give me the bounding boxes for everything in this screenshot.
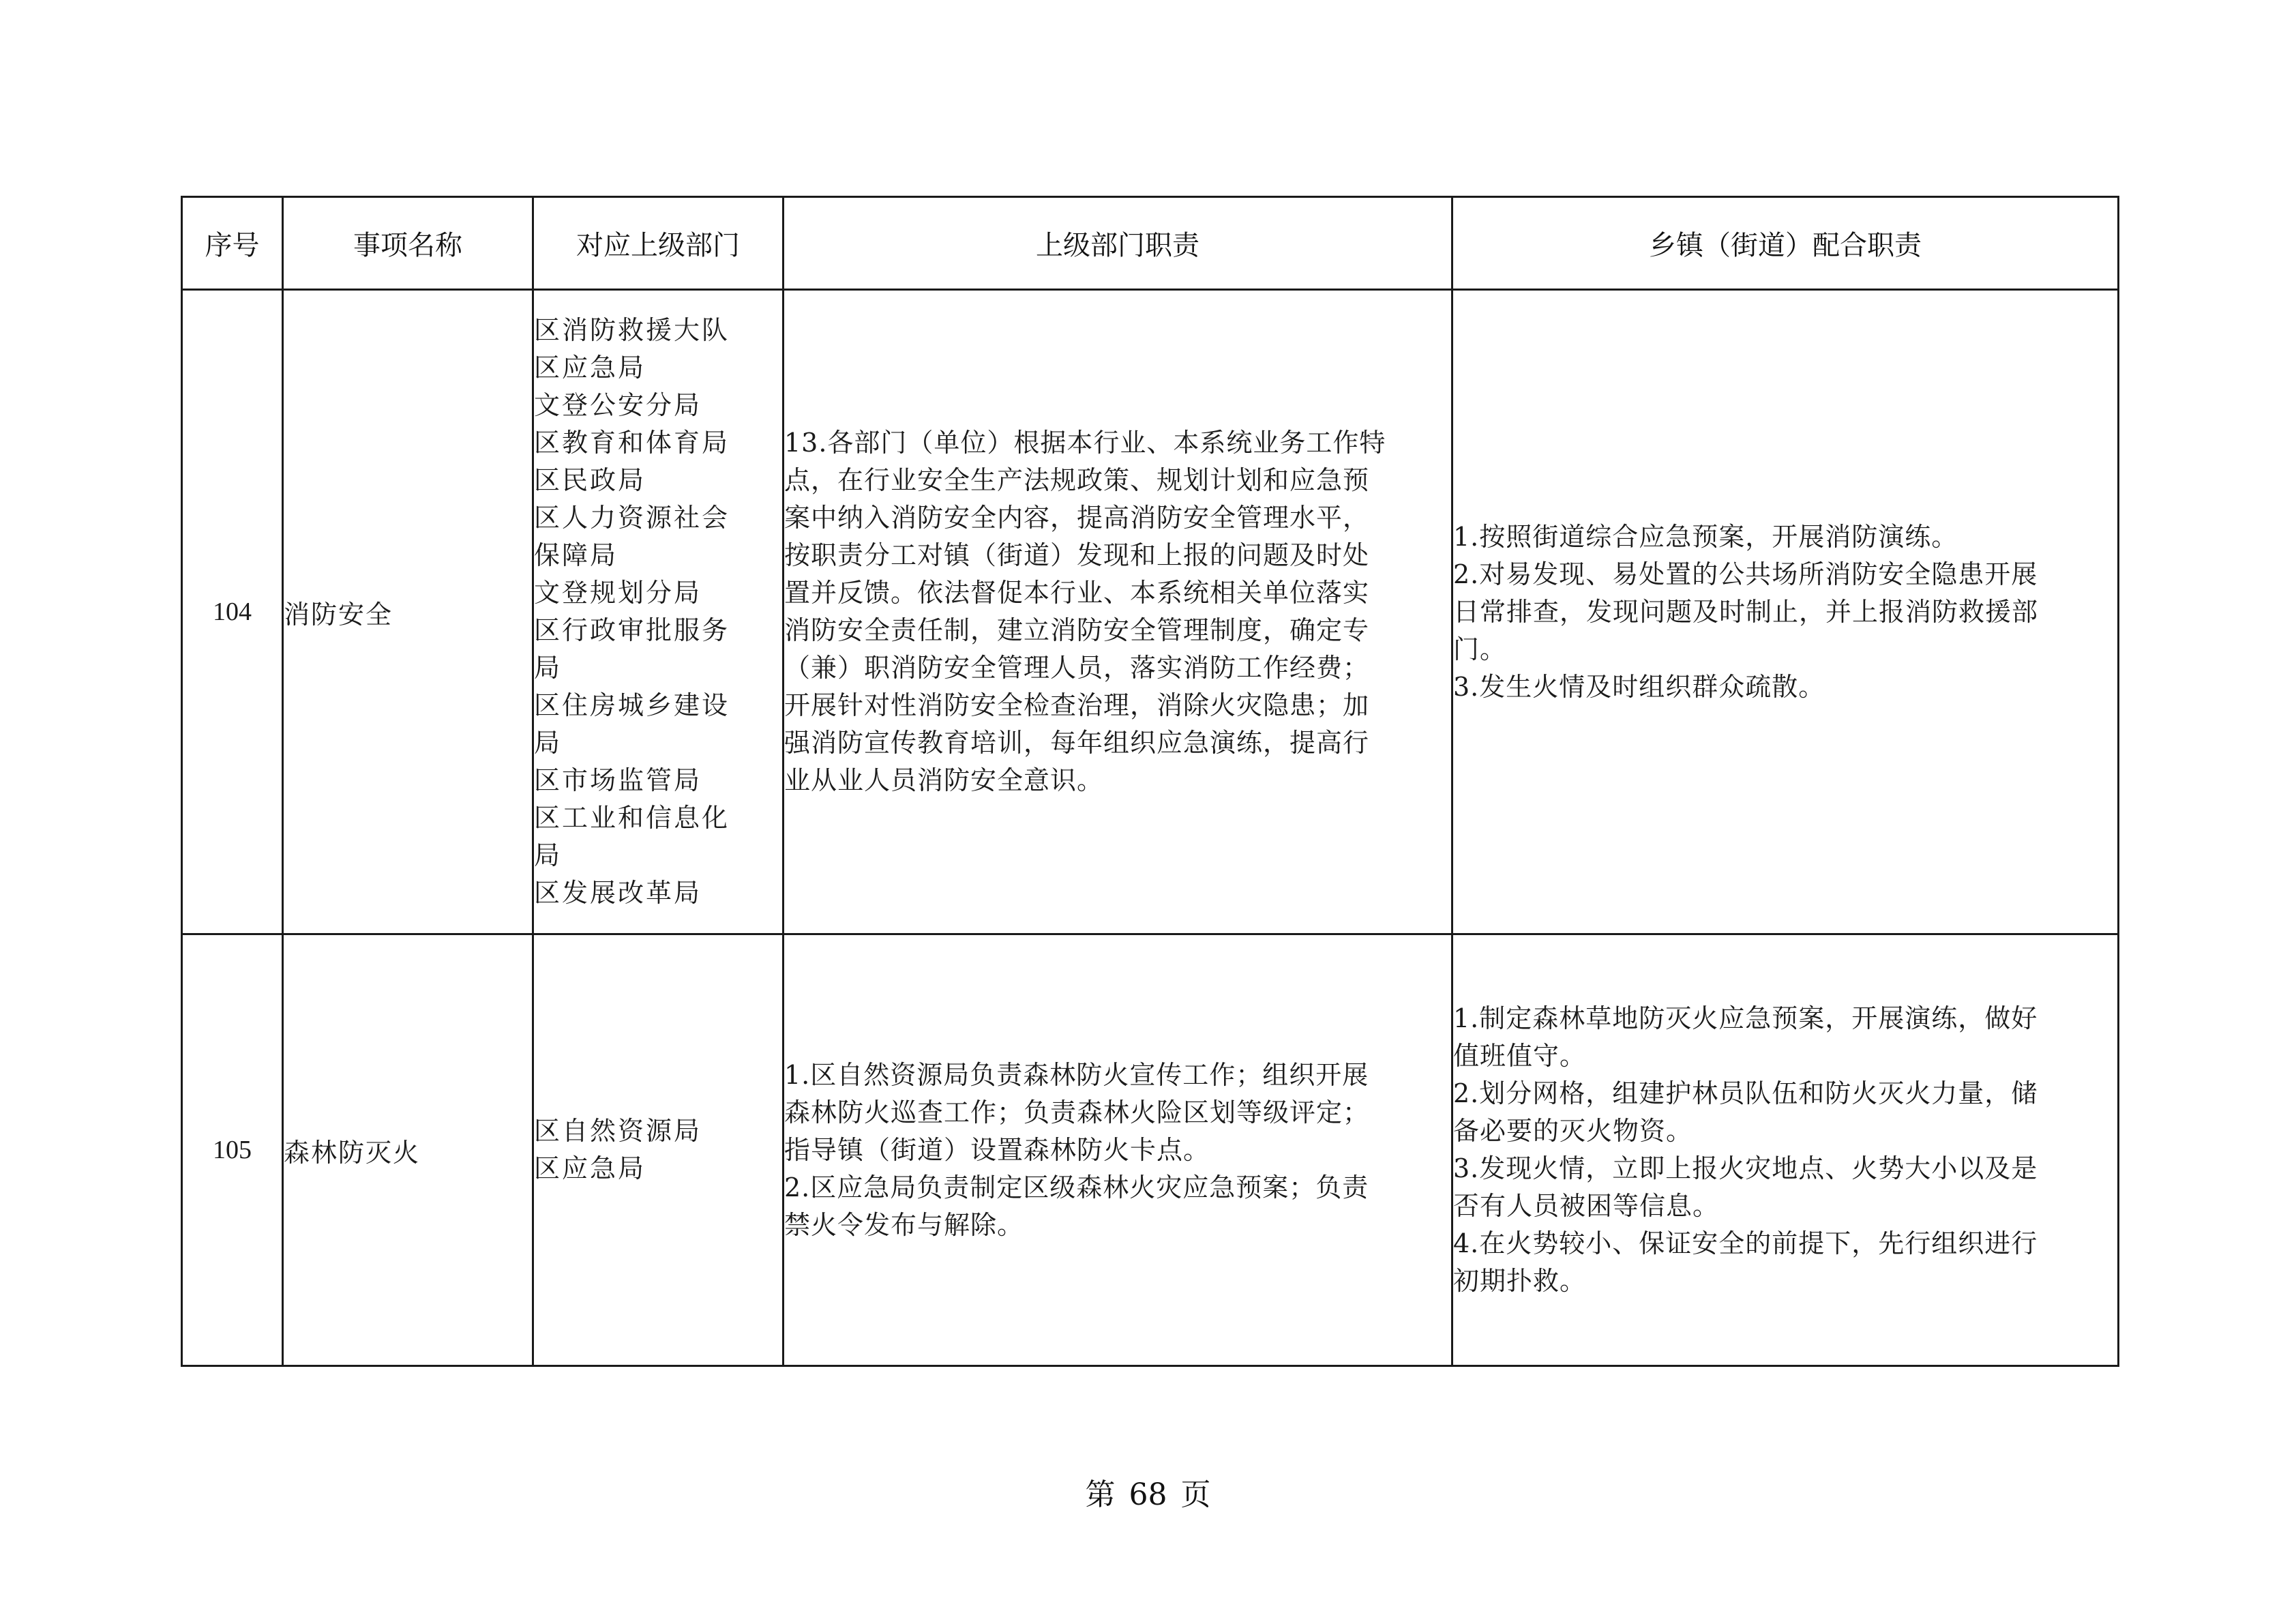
department-item: 局 bbox=[534, 840, 563, 870]
duty-line: 2.区应急局负责制定区级森林火灾应急预案；负责 bbox=[784, 1172, 1369, 1202]
page-number: 第 68 页 bbox=[1085, 1477, 1211, 1512]
department-item: 文登规划分局 bbox=[534, 578, 702, 608]
row-seq: 104 bbox=[182, 290, 283, 934]
duty-line: 值班值守。 bbox=[1453, 1041, 1587, 1071]
duty-line: 指导镇（街道）设置森林防火卡点。 bbox=[784, 1134, 1210, 1165]
department-item: 区自然资源局 bbox=[534, 1116, 702, 1146]
duty-line: 按职责分工对镇（街道）发现和上报的问题及时处 bbox=[784, 540, 1370, 570]
duty-line: 业从业人员消防安全意识。 bbox=[784, 765, 1104, 795]
row-item-name: 消防安全 bbox=[283, 290, 533, 934]
duty-line: 置并反馈。依法督促本行业、本系统相关单位落实 bbox=[784, 578, 1370, 608]
duty-line: 1.区自然资源局负责森林防火宣传工作；组织开展 bbox=[784, 1059, 1369, 1090]
duty-line: 消防安全责任制，建立消防安全管理制度，确定专 bbox=[784, 615, 1370, 645]
table-row bbox=[182, 934, 2119, 1366]
department-item: 区人力资源社会 bbox=[534, 503, 730, 533]
row-upper-duties bbox=[784, 290, 1452, 934]
department-item: 局 bbox=[534, 653, 563, 683]
duty-line: （兼）职消防安全管理人员，落实消防工作经费； bbox=[784, 653, 1370, 683]
duty-line: 3.发生火情及时组织群众疏散。 bbox=[1453, 671, 1825, 702]
department-item: 文登公安分局 bbox=[534, 390, 702, 420]
row-upper-duties bbox=[784, 934, 1452, 1366]
department-item: 区市场监管局 bbox=[534, 765, 702, 795]
duty-line: 2.划分网格，组建护林员队伍和防火灭火力量，储 bbox=[1453, 1078, 2038, 1108]
row-town-duties bbox=[1452, 290, 2119, 934]
row-departments bbox=[533, 934, 784, 1366]
duty-line: 1.制定森林草地防灭火应急预案，开展演练，做好 bbox=[1453, 1003, 2038, 1033]
duty-line: 日常排查，发现问题及时制止，并上报消防救援部 bbox=[1453, 596, 2039, 627]
row-departments bbox=[533, 290, 784, 934]
duty-table bbox=[181, 196, 2119, 1367]
duty-line: 初期扑救。 bbox=[1453, 1266, 1587, 1296]
duty-line: 备必要的灭火物资。 bbox=[1453, 1116, 1693, 1146]
department-item: 区行政审批服务 bbox=[534, 615, 730, 645]
department-item: 区消防救援大队 bbox=[534, 315, 730, 345]
department-item: 区应急局 bbox=[534, 353, 646, 383]
duty-line: 3.发现火情，立即上报火灾地点、火势大小以及是 bbox=[1453, 1153, 2038, 1183]
row-town-duties bbox=[1452, 934, 2119, 1366]
department-item: 保障局 bbox=[534, 540, 618, 570]
duty-line: 点，在行业安全生产法规政策、规划计划和应急预 bbox=[784, 465, 1370, 495]
duty-line: 13.各部门（单位）根据本行业、本系统业务工作特 bbox=[784, 428, 1386, 458]
department-item: 局 bbox=[534, 728, 563, 758]
duty-line: 禁火令发布与解除。 bbox=[784, 1209, 1024, 1240]
duty-line: 1.按照街道综合应急预案，开展消防演练。 bbox=[1453, 521, 1958, 552]
department-item: 区住房城乡建设 bbox=[534, 690, 730, 720]
duty-line: 案中纳入消防安全内容，提高消防安全管理水平， bbox=[784, 503, 1370, 533]
duty-line: 森林防火巡查工作；负责森林火险区划等级评定； bbox=[784, 1097, 1370, 1127]
duty-line: 开展针对性消防安全检查治理，消除火灾隐患；加 bbox=[784, 690, 1370, 720]
department-item: 区民政局 bbox=[534, 465, 646, 495]
header-row bbox=[182, 197, 2119, 290]
department-item: 区教育和体育局 bbox=[534, 428, 730, 458]
duty-line: 4.在火势较小、保证安全的前提下，先行组织进行 bbox=[1453, 1228, 2038, 1258]
department-item: 区工业和信息化 bbox=[534, 803, 730, 833]
header-seq: 序号 bbox=[182, 197, 283, 290]
row-seq: 105 bbox=[182, 934, 283, 1366]
header-upper-duties: 上级部门职责 bbox=[784, 197, 1452, 290]
header-town-duties: 乡镇（街道）配合职责 bbox=[1452, 197, 2119, 290]
header-upper-department: 对应上级部门 bbox=[533, 197, 784, 290]
department-item: 区应急局 bbox=[534, 1153, 646, 1183]
duty-line: 强消防宣传教育培训，每年组织应急演练，提高行 bbox=[784, 728, 1370, 758]
duty-line: 2.对易发现、易处置的公共场所消防安全隐患开展 bbox=[1453, 559, 2038, 589]
header-item-name: 事项名称 bbox=[283, 197, 533, 290]
row-item-name: 森林防灭火 bbox=[283, 934, 533, 1366]
table-row bbox=[182, 290, 2119, 934]
duty-line: 否有人员被困等信息。 bbox=[1453, 1191, 1720, 1221]
duty-line: 门。 bbox=[1453, 634, 1507, 664]
department-item: 区发展改革局 bbox=[534, 878, 702, 908]
